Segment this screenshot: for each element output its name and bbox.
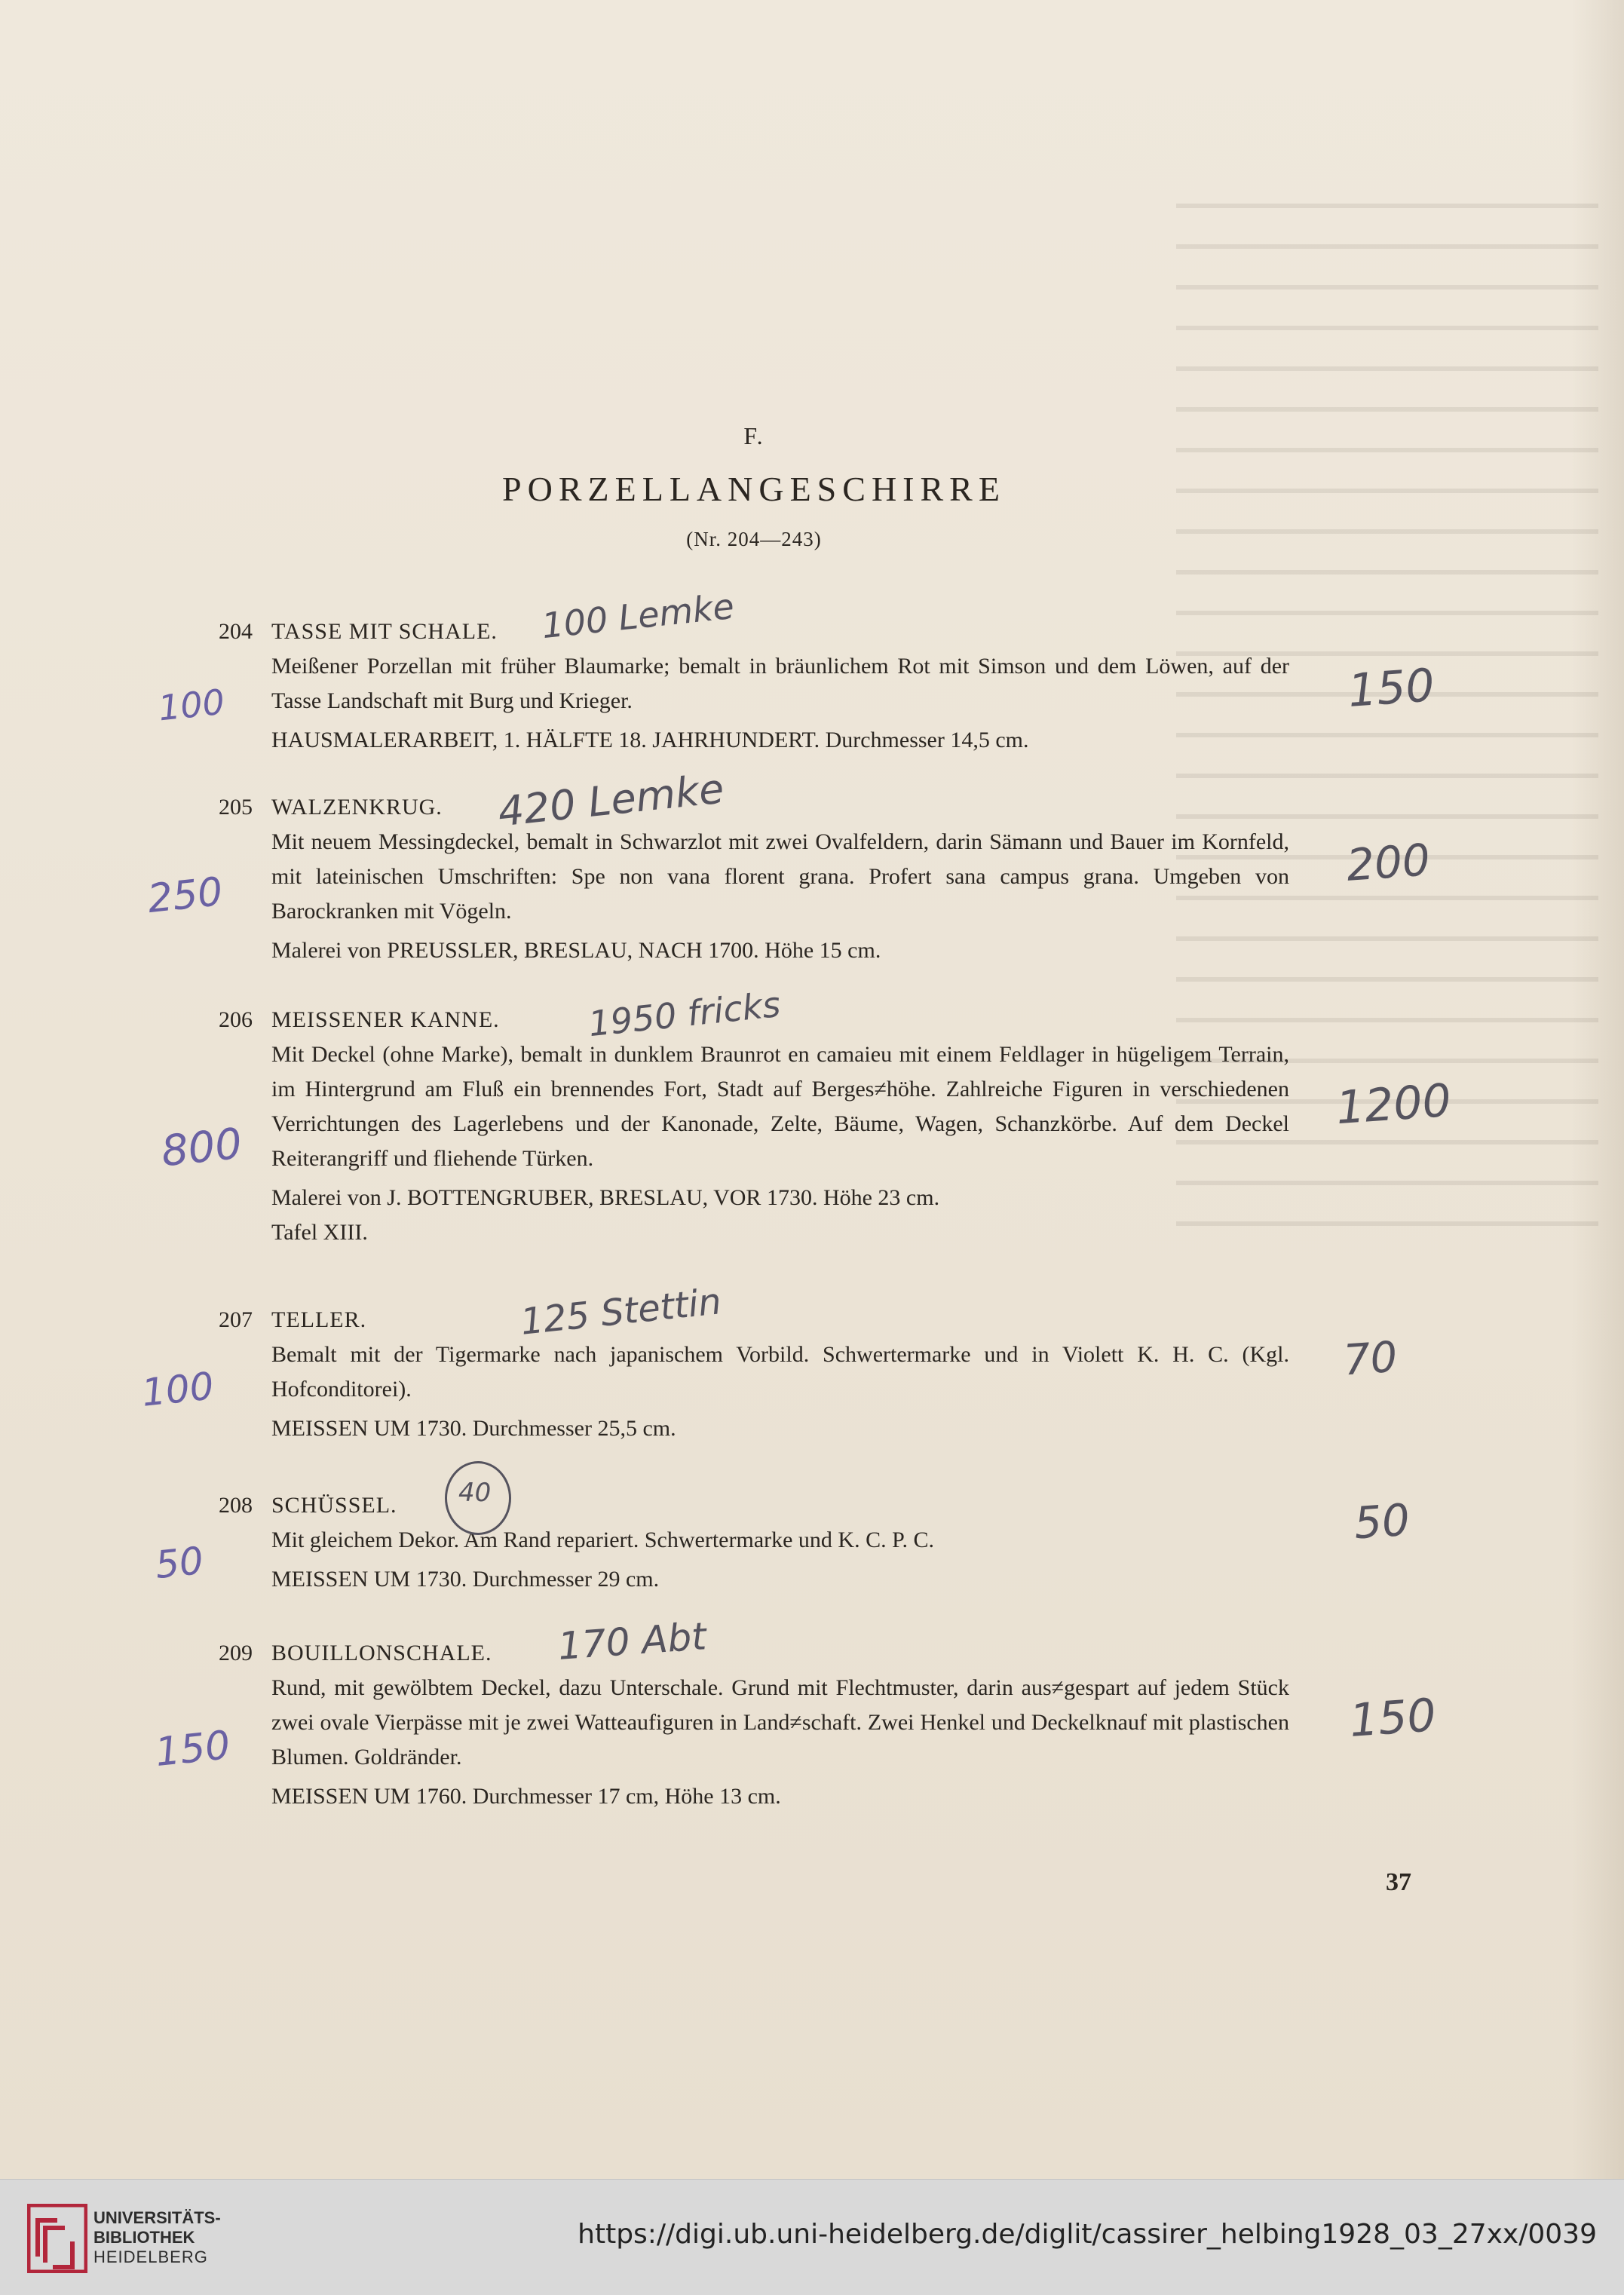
page-number: 37 xyxy=(1386,1868,1411,1896)
institution-name xyxy=(93,2208,221,2267)
handwritten-estimate-right-207: 70 xyxy=(1341,1332,1399,1386)
entry-plate-reference: Tafel XIII. xyxy=(271,1220,368,1245)
entry-body xyxy=(271,649,1289,758)
handwritten-price-inline-206: 1950 fricks xyxy=(586,983,783,1045)
entry-description: Mit neuem Messingdeckel, bemalt in Schwarzlot mit zwei Ovalfeldern, darin Sämann und Bauer im Kornfeld, mit lateinischen Umschriften: Spe non vana florent grana. Profert sana campus grana. Umgeben von Barockranken mit Vögeln. xyxy=(271,829,1289,924)
institution-line-3: HEIDELBERG xyxy=(93,2248,208,2266)
entry-provenance: Malerei von PREUSSLER, BRESLAU, NACH 1700. Höhe 15 cm. xyxy=(271,938,881,963)
entry-number: 209 xyxy=(219,1641,253,1665)
handwritten-estimate-left-209: 150 xyxy=(153,1722,233,1776)
entry-body xyxy=(271,1037,1289,1250)
permalink-url[interactable]: https://digi.ub.uni-heidelberg.de/diglit/cassirer_helbing1928_03_27xx/0039 xyxy=(578,2219,1597,2250)
section-letter: F. xyxy=(743,422,765,449)
handwritten-estimate-right-204: 150 xyxy=(1346,659,1436,718)
entry-body xyxy=(271,1523,1289,1597)
page-edge-shadow xyxy=(1571,0,1624,2179)
entry-provenance: Malerei von J. BOTTENGRUBER, BRESLAU, VOR 1730. Höhe 23 cm. xyxy=(271,1185,940,1210)
entry-title: TASSE MIT SCHALE. xyxy=(271,619,498,644)
entry-description: Bemalt mit der Tigermarke nach japanischem Vorbild. Schwertermarke und in Violett K. H. C. (Kgl. Hofconditorei). xyxy=(271,1342,1289,1402)
entry-description: Rund, mit gewölbtem Deckel, dazu Unterschale. Grund mit Flechtmuster, darin aus≠gespart auf jedem Stück zwei ovale Vierpässe mit je zwei Watteaufiguren in Land≠schaft. Zwei Henkel und Deckelknauf mit plastischen Blumen. Goldränder. xyxy=(271,1675,1289,1770)
entry-number: 206 xyxy=(219,1007,253,1032)
entry-number: 208 xyxy=(219,1493,253,1518)
institution-line-1: UNIVERSITÄTS- xyxy=(93,2208,221,2227)
entry-provenance: MEISSEN UM 1730. Durchmesser 25,5 cm. xyxy=(271,1416,676,1441)
entry-provenance: HAUSMALERARBEIT, 1. HÄLFTE 18. JAHRHUNDERT. Durchmesser 14,5 cm. xyxy=(271,728,1029,752)
entry-description: Mit gleichem Dekor. Am Rand repariert. Schwertermarke und K. C. P. C. xyxy=(271,1527,934,1552)
handwritten-estimate-left-204: 100 xyxy=(156,681,227,729)
entry-number: 207 xyxy=(219,1307,253,1332)
entry-provenance: MEISSEN UM 1760. Durchmesser 17 cm, Höhe 13 cm. xyxy=(271,1784,781,1809)
handwritten-estimate-left-206: 800 xyxy=(158,1119,244,1177)
ub-heidelberg-logo-icon xyxy=(27,2204,87,2273)
handwritten-price-inline-209: 170 Abt xyxy=(556,1614,708,1668)
handwritten-price-inline-204: 100 Lemke xyxy=(539,585,737,647)
handwritten-estimate-right-206: 1200 xyxy=(1334,1074,1453,1135)
handwritten-estimate-right-205: 200 xyxy=(1344,834,1432,891)
section-title: PORZELLANGESCHIRRE xyxy=(502,470,1006,508)
handwritten-estimate-left-208: 50 xyxy=(153,1538,206,1588)
entry-title: WALZENKRUG. xyxy=(271,795,443,820)
section-range: (Nr. 204—243) xyxy=(686,528,822,550)
entry-title: SCHÜSSEL. xyxy=(271,1493,397,1518)
entry-number: 204 xyxy=(219,619,253,644)
entry-number: 205 xyxy=(219,795,253,820)
handwritten-price-inline-205: 420 Lemke xyxy=(495,764,727,836)
entry-provenance: MEISSEN UM 1730. Durchmesser 29 cm. xyxy=(271,1567,660,1592)
handwritten-estimate-right-209: 150 xyxy=(1347,1689,1438,1748)
handwritten-estimate-right-208: 50 xyxy=(1352,1494,1412,1549)
handwritten-price-inline-207: 125 Stettin xyxy=(518,1280,724,1344)
entry-body xyxy=(271,1337,1289,1446)
entry-title: BOUILLONSCHALE. xyxy=(271,1641,492,1665)
entry-description: Meißener Porzellan mit früher Blaumarke; bemalt in bräunlichem Rot mit Simson und dem Löwen, auf der Tasse Landschaft mit Burg und Krieger. xyxy=(271,654,1289,713)
entry-description: Mit Deckel (ohne Marke), bemalt in dunklem Braunrot en camaieu mit einem Feldlager in hügeligem Terrain, im Hintergrund am Fluß ein brennendes Fort, Stadt auf Berges≠höhe. Zahlreiche Figuren in verschiedenen Verrichtungen des Lagerlebens und der Kanonade, Zelte, Bäume, Wagen, Schanzkörbe. Auf dem Deckel Reiterangriff und fliehende Türken. xyxy=(271,1042,1289,1171)
entry-body xyxy=(271,1671,1289,1814)
handwritten-price-inline-208: 40 xyxy=(458,1478,492,1508)
viewer-footer-bar xyxy=(0,2179,1624,2295)
handwritten-estimate-left-205: 250 xyxy=(146,869,225,923)
entry-title: TELLER. xyxy=(271,1307,367,1332)
handwritten-estimate-left-207: 100 xyxy=(139,1364,216,1415)
entry-body xyxy=(271,825,1289,968)
entry-title: MEISSENER KANNE. xyxy=(271,1007,500,1032)
institution-line-2: BIBLIOTHEK xyxy=(93,2228,195,2247)
